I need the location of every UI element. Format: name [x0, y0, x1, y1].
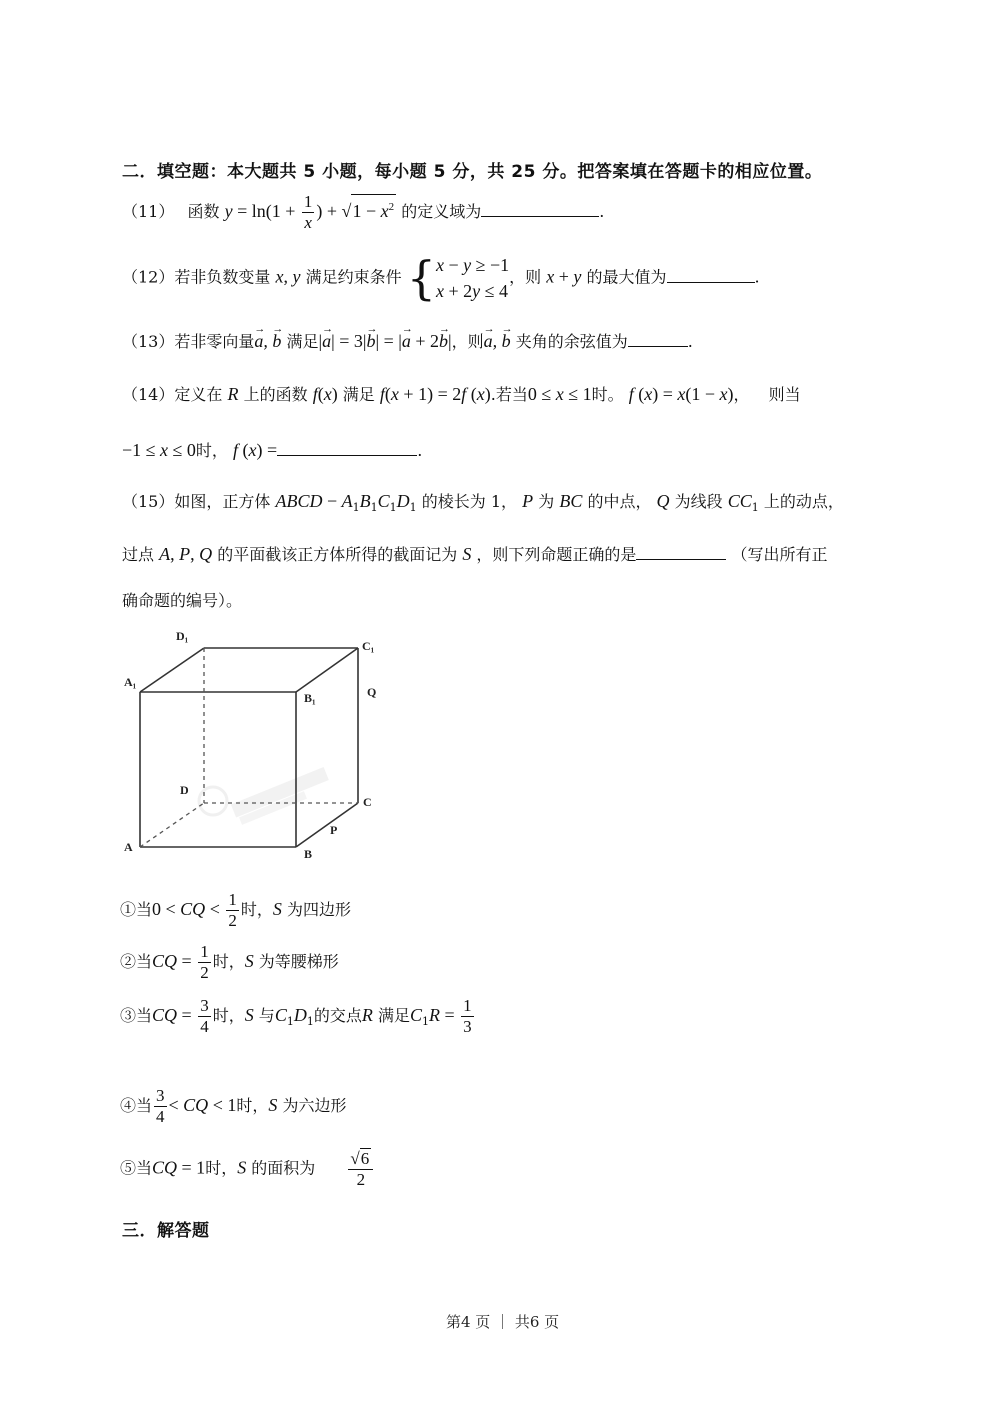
question-text: 定义在	[174, 385, 223, 404]
question-text: 则当	[768, 385, 801, 404]
question-text: 时，	[195, 441, 228, 460]
option-text: 时，	[212, 1006, 245, 1025]
question-text: 若非负数变量	[174, 267, 271, 287]
option-5: ⑤当CQ = 1时，S 的面积为 $\frac{√6}{2}$	[120, 1148, 375, 1190]
option-text: 满足	[377, 1006, 410, 1025]
page-footer: 第4 页 ｜ 共6 页	[446, 1313, 560, 1331]
question-text: （写出所有正	[731, 545, 828, 564]
question-text: 时。	[591, 385, 624, 404]
question-text: ，则下列命题正确的是	[476, 545, 637, 564]
question-number: （15）	[122, 492, 175, 511]
question-text: 的定义域为	[401, 202, 482, 221]
question-text: 为线段	[674, 492, 723, 511]
question-text: 满足	[286, 332, 319, 351]
option-text: 时，	[240, 900, 273, 919]
label-C: C	[363, 795, 372, 809]
option-text: 时，	[212, 952, 245, 971]
label-D: D	[180, 783, 189, 797]
period: .	[687, 332, 693, 351]
question-text: 过点	[122, 545, 155, 564]
question-text: ，则	[451, 332, 484, 351]
option-text: 的交点	[313, 1006, 362, 1025]
section-title: 二．填空题：本大题共 5 小题，每小题 5 分，共 25 分。把答案填在答题卡的相应位置。	[122, 162, 823, 182]
question-text: 为	[538, 492, 555, 511]
question-15-line2: 过点 A, P, Q 的平面截该正方体所得的截面记为 S ，则下列命题正确的是 （写出所有正	[122, 541, 828, 567]
question-text: ，则	[509, 267, 542, 287]
option-3: ③当CQ = $\frac{3}{4}$ 时，S 与$C_1D_1$的交点R 满足$C_1R$ = $\frac{1}{3}$	[120, 996, 472, 1036]
question-text: 满足约束条件	[305, 267, 402, 287]
question-text: 上的动点，	[763, 492, 844, 511]
label-B1: B₁	[304, 691, 316, 705]
question-text: 函数	[187, 202, 220, 221]
period: .	[417, 441, 423, 460]
label-Q: Q	[367, 685, 377, 699]
cube-figure	[118, 626, 388, 866]
question-number: （12）	[122, 267, 175, 287]
answer-blank	[636, 541, 726, 560]
answer-blank	[667, 264, 755, 283]
option-text: 时，	[236, 1096, 269, 1115]
option-1: ①当0 < CQ < $\frac{1}{2}$ 时，S 为四边形	[120, 890, 351, 930]
question-15-line3: 确命题的编号）。	[122, 591, 243, 610]
option-text: 时，	[205, 1158, 238, 1178]
question-text: ，	[733, 385, 750, 404]
answer-blank	[628, 328, 688, 347]
option-text: 的面积为	[251, 1158, 316, 1178]
option-4: ④当 $\frac{3}{4}$ < CQ < 1时，S 为六边形	[120, 1086, 347, 1126]
question-text: 的棱长为 1，	[421, 492, 518, 511]
question-text: 夹角的余弦值为	[515, 332, 628, 351]
option-text: 为等腰梯形	[258, 952, 339, 971]
question-text: 若非零向量	[174, 332, 255, 351]
question-13: （13）若非零向量→ a, → b 满足|→ a| = 3|→ b| = |→ a + 2→ b|，则→ a, → b 夹角的余弦值为 .	[122, 328, 693, 354]
question-text: .若当	[490, 385, 528, 404]
option-text: 为六边形	[282, 1096, 347, 1115]
section-3-title: 三．解答题	[122, 1221, 210, 1241]
question-text: 上的函数	[243, 385, 308, 404]
label-B: B	[304, 847, 313, 861]
option-text: 为四边形	[286, 900, 351, 919]
question-12: （12）若非负数变量 x, y 满足约束条件 { x − y ≥ −1 x + 2y ≤ 4 ，则 x + y 的最大值为 .	[122, 251, 760, 305]
period: .	[754, 267, 760, 287]
answer-blank	[481, 198, 599, 217]
period: .	[599, 202, 605, 221]
question-15: （15）如图，正方体 ABCD − $A_1B_1C_1D_1$ 的棱长为 1， P 为 BC 的中点， Q 为线段 $CC_1$ 上的动点，	[122, 491, 844, 515]
label-A1: A₁	[124, 675, 137, 689]
question-text: 的中点，	[587, 492, 652, 511]
label-P: P	[330, 823, 338, 837]
option-mark: ③当	[120, 1006, 153, 1025]
label-C1: C₁	[362, 639, 375, 653]
question-text: 如图，正方体	[174, 492, 271, 511]
question-number: （11）	[122, 202, 175, 221]
edge-AD	[140, 803, 204, 847]
option-mark: ④当	[120, 1096, 153, 1115]
question-text: 的最大值为	[586, 267, 667, 287]
edge-A1D1	[140, 648, 204, 692]
edge-BC	[296, 803, 358, 847]
answer-blank	[277, 437, 417, 456]
question-number: （13）	[122, 332, 175, 351]
question-text: 的平面截该正方体所得的截面记为	[217, 545, 458, 564]
option-text: 与	[258, 1006, 275, 1025]
option-2: ②当CQ = $\frac{1}{2}$ 时，S 为等腰梯形	[120, 942, 339, 982]
question-14-line2: −1 ≤ x ≤ 0时， f (x) = .	[122, 437, 422, 463]
option-mark: ②当	[120, 952, 153, 971]
option-mark: ⑤当	[120, 1158, 153, 1178]
question-11: （11） 函数 y = ln(1 + $\frac{1}{x}$ ) + $√1 - x^2$ 的定义域为 .	[122, 192, 605, 232]
edge-B1C1	[296, 648, 358, 692]
watermark	[199, 767, 329, 825]
question-14: （14）定义在 R 上的函数 f(x) 满足 f(x + 1) = 2f (x).若当0 ≤ x ≤ 1时。 f (x) = x(1 − x)， 则当	[122, 384, 801, 404]
label-D1: D₁	[176, 629, 189, 643]
question-text: 满足	[342, 385, 375, 404]
label-A: A	[124, 840, 133, 854]
question-number: （14）	[122, 385, 175, 404]
option-mark: ①当	[120, 900, 153, 919]
